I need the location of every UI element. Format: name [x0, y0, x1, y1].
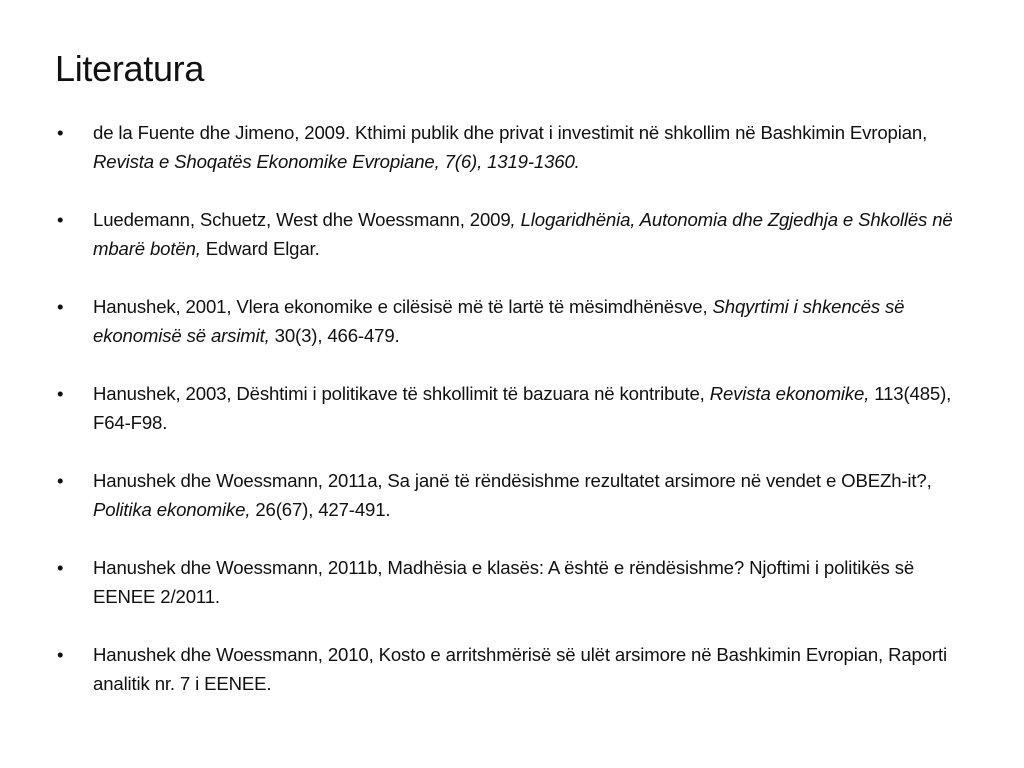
- reference-source: , Llogaridhënia, Autonomia dhe Zgjedhja e Shkollës në mbarë botën,: [93, 209, 953, 259]
- reference-source: Revista ekonomike,: [709, 383, 870, 404]
- reference-text: Hanushek, 2003, Dështimi i politikave të shkollimit të bazuara në kontribute,: [93, 383, 710, 404]
- bullet-icon: •: [57, 383, 64, 404]
- reference-text: Hanushek dhe Woessmann, 2011a, Sa janë të rëndësishme rezultatet arsimore në vendet e OBEZh-it?,: [93, 470, 932, 491]
- bullet-icon: •: [57, 470, 64, 491]
- reference-text: Hanushek dhe Woessmann, 2011b, Madhësia e klasës: A është e rëndësishme? Njoftimi i politikës së EENEE 2/2011.: [93, 557, 915, 607]
- reference-list: [55, 118, 965, 727]
- bullet-icon: •: [57, 296, 64, 317]
- reference-details: 26(67), 427-491.: [250, 499, 391, 520]
- reference-item: [55, 118, 965, 176]
- reference-text: de la Fuente dhe Jimeno, 2009. Kthimi publik dhe privat i investimit në shkollim në Bashkimin Evropian,: [93, 122, 928, 143]
- reference-details: 30(3), 466-479.: [269, 325, 400, 346]
- reference-details: Edward Elgar.: [200, 238, 320, 259]
- reference-item: [55, 553, 965, 611]
- reference-source: Shqyrtimi i shkencës së ekonomisë së arsimit,: [93, 296, 905, 346]
- slide-title: Literatura: [55, 48, 205, 89]
- reference-item: [55, 640, 965, 698]
- reference-source: Revista e Shoqatës Ekonomike Evropiane, 7(6), 1319-1360.: [93, 151, 580, 172]
- reference-source: Politika ekonomike,: [93, 499, 251, 520]
- reference-details: 113(485), F64-F98.: [93, 383, 952, 433]
- reference-text: Hanushek dhe Woessmann, 2010, Kosto e arritshmërisë së ulët arsimore në Bashkimin Evropian, Raporti analitik nr. 7 i EENEE.: [93, 644, 947, 694]
- reference-text: Hanushek, 2001, Vlera ekonomike e cilësisë më të lartë të mësimdhënësve,: [93, 296, 713, 317]
- bullet-icon: •: [57, 557, 64, 578]
- reference-item: [55, 466, 965, 524]
- bullet-icon: •: [57, 122, 64, 143]
- reference-item: [55, 379, 965, 437]
- reference-text: Luedemann, Schuetz, West dhe Woessmann, 2009: [93, 209, 511, 230]
- bullet-icon: •: [57, 209, 64, 230]
- bullet-icon: •: [57, 644, 64, 665]
- reference-item: [55, 205, 965, 263]
- reference-item: [55, 292, 965, 350]
